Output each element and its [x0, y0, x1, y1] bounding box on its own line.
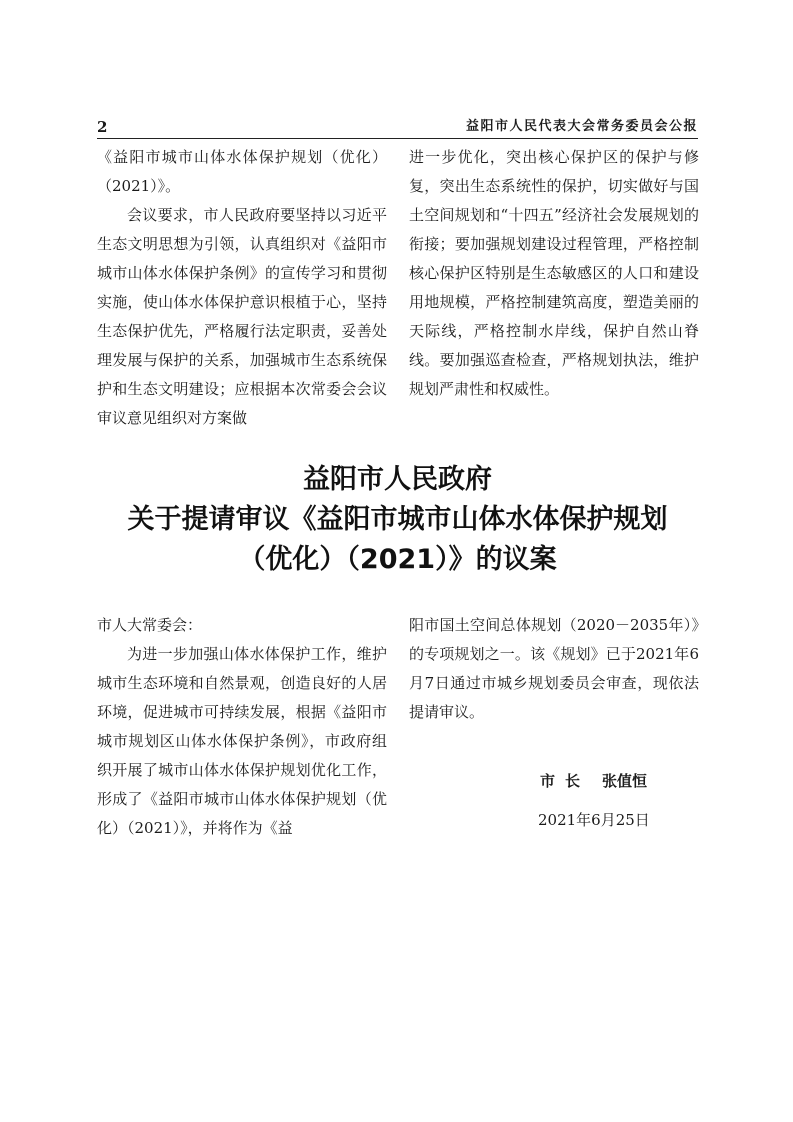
paragraph: 《益阳市城市山体水体保护规划（优化）（2021）》。 — [97, 148, 387, 195]
paragraph: 进一步优化，突出核心保护区的保护与修复，突出生态系统性的保护，切实做好与国土空间规划和“十四五”经济社会发展规划的衔接；要加强规划建设过程管理，严格控制核心保护区特别是生态敏感区的人口和建设用地规模，严格控制建筑高度，塑造美丽的天际线，严格控制水岸线，保护自然山脊线。要加强巡查检查，严格规划执法，维护规划严肃性和权威性。 — [409, 148, 699, 398]
title-line-1: 益阳市人民政府 — [303, 464, 492, 495]
top-right-column — [409, 143, 699, 404]
title-line-3: （优化）（2021）》的议案 — [238, 544, 557, 575]
paragraph: 会议要求，市人民政府要坚持以习近平生态文明思想为引领，认真组织对《益阳市城市山体水体保护条例》的宣传学习和贯彻实施，使山体水体保护意识根植于心，坚持生态保护优先，严格履行法定职责，妥善处理发展与保护的关系，加强城市生态系统保护和生态文明建设；应根据本次常委会会议审议意见组织对方案做 — [97, 206, 387, 427]
page-header — [97, 118, 698, 139]
signature-date: 2021年6月25日 — [538, 811, 650, 829]
document-title — [97, 460, 698, 580]
paragraph: 为进一步加强山体水体保护工作，维护城市生态环境和自然景观，创造良好的人居环境，促进城市可持续发展，根据《益阳市城市规划区山体水体保护条例》，市政府组织开展了城市山体水体保护规划优化工作，形成了《益阳市城市山体水体保护规划（优化）（2021）》，并将作为《益 — [97, 645, 387, 837]
bottom-right-column — [409, 611, 699, 727]
signature-role: 市长 — [540, 772, 591, 790]
page-number: 2 — [97, 118, 108, 136]
bottom-left-column — [97, 611, 387, 843]
top-left-column — [97, 143, 387, 433]
salutation: 市人大常委会： — [97, 616, 203, 634]
title-line-2: 关于提请审议《益阳市城市山体水体保护规划 — [127, 504, 668, 535]
journal-title: 益阳市人民代表大会常务委员会公报 — [465, 119, 698, 134]
paragraph: 阳市国土空间总体规划（2020－2035年）》的专项规划之一。该《规划》已于2021年6月7日通过市城乡规划委员会审查，现依法提请审议。 — [409, 616, 699, 721]
signature — [540, 767, 647, 796]
signature-name: 张值恒 — [602, 772, 648, 790]
